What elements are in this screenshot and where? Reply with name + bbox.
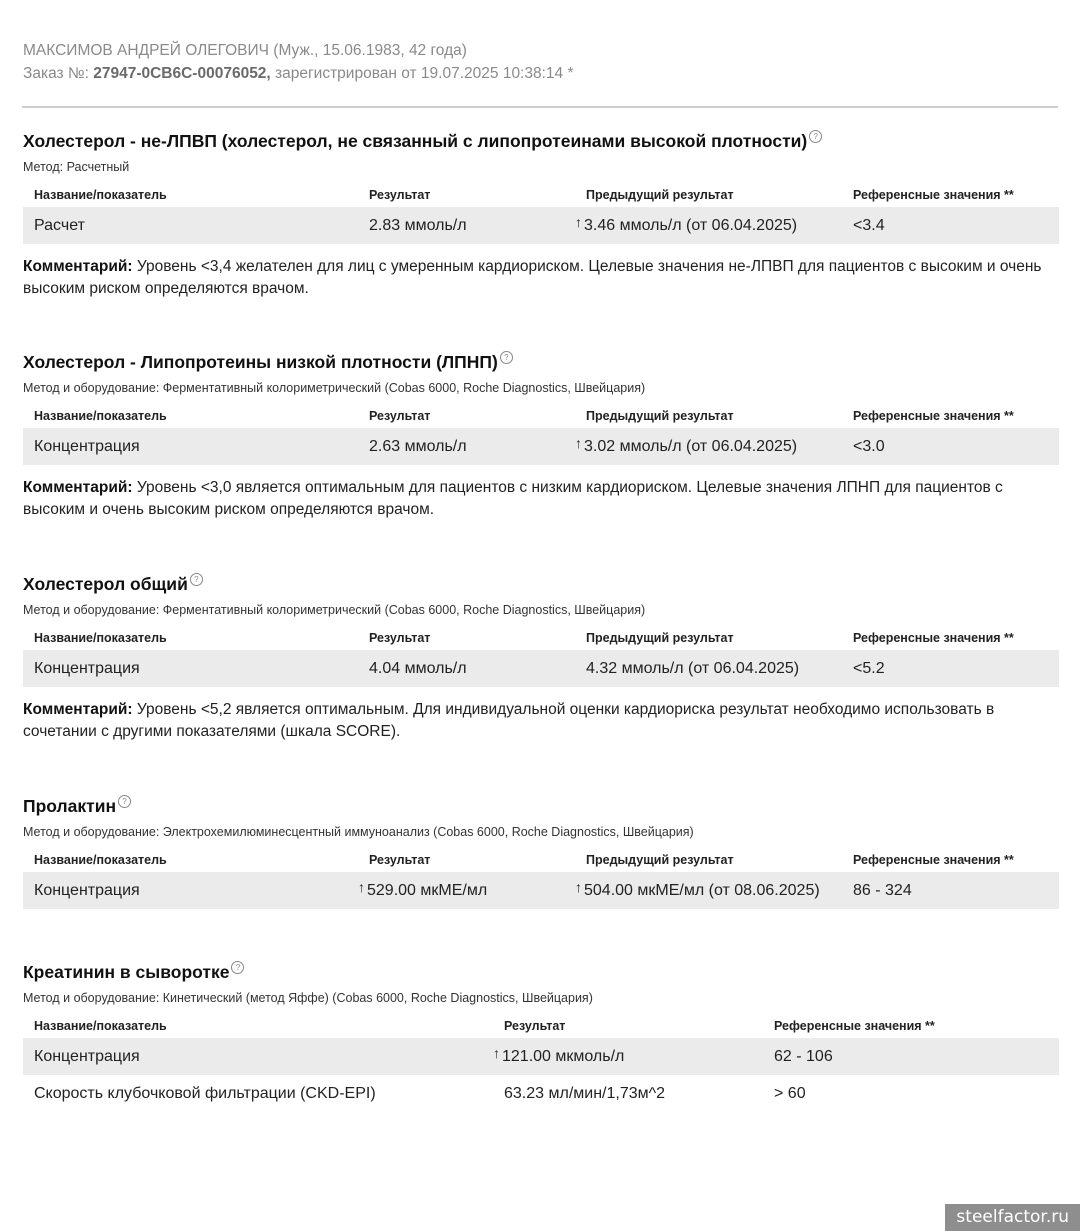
header-divider xyxy=(22,106,1058,108)
table-header: Название/показатель Результат Предыдущий результат Референсные значения ** xyxy=(34,853,1014,867)
table-row: Расчет 2.83 ммоль/л ↑ 3.46 ммоль/л (от 06.04.2025) <3.4 xyxy=(23,207,1059,244)
section-ldl xyxy=(23,350,1059,521)
comment: Комментарий: Уровень <3,0 является оптимальным для пациентов с низким кардиориском. Целевые значения ЛПНП для пациентов с высоким и очень высоким риском определяются врачом. xyxy=(23,479,1003,518)
order-number: 27947-0CB6C-00076052, xyxy=(93,65,271,82)
table-row: Концентрация 4.04 ммоль/л 4.32 ммоль/л (от 06.04.2025) <5.2 xyxy=(23,650,1059,687)
patient-header xyxy=(23,39,574,85)
table-row: Концентрация ↑ 121.00 мкмоль/л 62 - 106 xyxy=(23,1038,1059,1075)
results-table xyxy=(23,183,1059,244)
method-label: Метод и оборудование: Электрохемилюминесцентный иммуноанализ (Cobas 6000, Roche Diagnostics, Швейцария) xyxy=(23,825,694,839)
section-title: Пролактин ? xyxy=(23,794,1059,818)
results-table xyxy=(23,1014,1059,1112)
comment: Комментарий: Уровень <3,4 желателен для лиц с умеренным кардиориском. Целевые значения не-ЛПВП для пациентов с высоким и очень высоким риском определяются врачом. xyxy=(23,258,1042,297)
section-creatinine xyxy=(23,960,1059,1112)
method-label: Метод и оборудование: Ферментативный колориметрический (Cobas 6000, Roche Diagnostics, Швейцария) xyxy=(23,381,646,395)
results-table xyxy=(23,404,1059,465)
patient-info: МАКСИМОВ АНДРЕЙ ОЛЕГОВИЧ (Муж., 15.06.1983, 42 года) xyxy=(23,42,467,59)
method-label: Метод и оборудование: Кинетический (метод Яффе) (Cobas 6000, Roche Diagnostics, Швейцария) xyxy=(23,991,593,1005)
order-info: Заказ №: 27947-0CB6C-00076052, зарегистрирован от 19.07.2025 10:38:14 * xyxy=(23,65,574,82)
comment: Комментарий: Уровень <5,2 является оптимальным. Для индивидуальной оценки кардиориска результат необходимо использовать в сочетании с другими показателями (шкала SCORE). xyxy=(23,701,995,740)
results-table xyxy=(23,848,1059,909)
table-header: Название/показатель Результат Предыдущий результат Референсные значения ** xyxy=(34,631,1014,645)
arrow-up-icon: ↑ xyxy=(575,878,582,895)
section-total-cholesterol xyxy=(23,572,1059,743)
results-table xyxy=(23,626,1059,687)
section-non-hdl xyxy=(23,129,1059,300)
table-row: Скорость клубочковой фильтрации (CKD-EPI) 63.23 мл/мин/1,73м^2 > 60 xyxy=(34,1084,806,1102)
method-label: Метод: Расчетный xyxy=(23,160,130,174)
table-header: Название/показатель Результат Предыдущий результат Референсные значения ** xyxy=(34,409,1014,423)
help-icon[interactable]: ? xyxy=(190,573,203,586)
table-row: Концентрация 2.63 ммоль/л ↑ 3.02 ммоль/л (от 06.04.2025) <3.0 xyxy=(23,428,1059,465)
arrow-up-icon: ↑ xyxy=(358,878,365,895)
table-header: Название/показатель Результат Референсные значения ** xyxy=(34,1019,935,1033)
table-row: Концентрация ↑ 529.00 мкМЕ/мл ↑ 504.00 мкМЕ/мл (от 08.06.2025) 86 - 324 xyxy=(23,872,1059,909)
arrow-up-icon: ↑ xyxy=(493,1044,500,1061)
table-header: Название/показатель Результат Предыдущий результат Референсные значения ** xyxy=(34,188,1014,202)
method-label: Метод и оборудование: Ферментативный колориметрический (Cobas 6000, Roche Diagnostics, Швейцария) xyxy=(23,603,646,617)
section-title: Креатинин в сыворотке ? xyxy=(23,960,1059,984)
section-title: Холестерол общий ? xyxy=(23,572,1059,596)
section-title: Холестерол - не-ЛПВП (холестерол, не связанный с липопротеинами высокой плотности) ? xyxy=(23,129,1059,153)
arrow-up-icon: ↑ xyxy=(575,213,582,230)
help-icon[interactable]: ? xyxy=(231,961,244,974)
arrow-up-icon: ↑ xyxy=(575,434,582,451)
section-prolactin xyxy=(23,794,1059,909)
help-icon[interactable]: ? xyxy=(809,130,822,143)
watermark: steelfactor.ru xyxy=(945,1204,1080,1231)
help-icon[interactable]: ? xyxy=(500,351,513,364)
help-icon[interactable]: ? xyxy=(118,795,131,808)
section-title: Холестерол - Липопротеины низкой плотности (ЛПНП) ? xyxy=(23,350,1059,374)
